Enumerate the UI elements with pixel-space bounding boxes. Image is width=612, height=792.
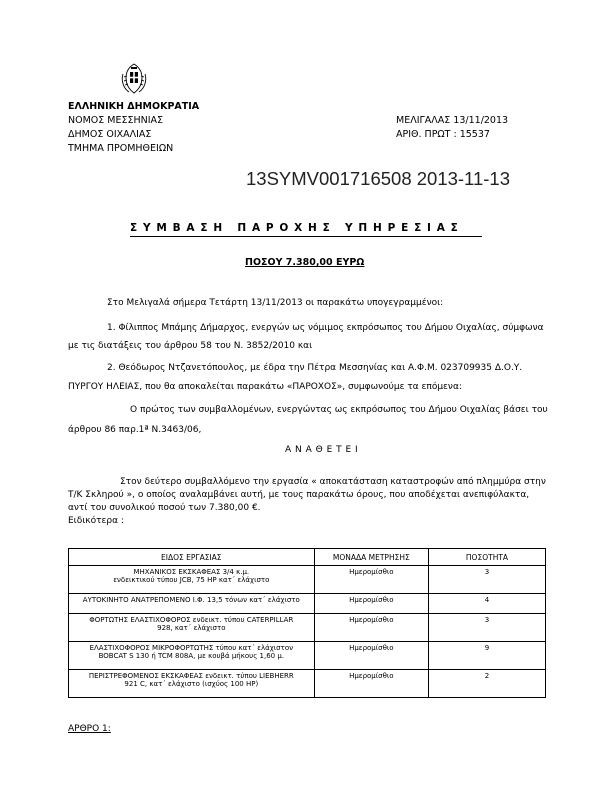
work-description: [69, 566, 315, 594]
work-unit: Ημερομίσθιο: [314, 670, 428, 698]
specifically-label: Ειδικότερα :: [68, 516, 124, 526]
work-desc-line-2: BOBCAT S 130 ή TCM 808A, με κουβά μήκους 1,60 μ.: [98, 652, 285, 660]
work-unit: Ημερομίσθιο: [314, 566, 428, 594]
mandate-line-1: Ο πρώτος των συμβαλλομένων, ενεργώντας ως εκπρόσωπος του Δήμου Οιχαλίας βάσει του: [130, 405, 548, 415]
work-desc-line-1: ΑΥΤΟΚΙΝΗΤΟ ΑΝΑΤΡΕΠΟΜΕΝΟ Ι.Φ. 13,5 τόνων κατ΄ ελάχιστο: [82, 596, 300, 604]
party-2-line-1: 2. Θεόδωρος Ντζανετόπουλος, με έδρα την Πέτρα Μεσσηνίας και Α.Φ.Μ. 023709935 Δ.Ο.Υ.: [107, 363, 523, 373]
work-quantity: 3: [428, 614, 545, 642]
work-unit: Ημερομίσθιο: [314, 642, 428, 670]
party-1-line-2: με τις διατάξεις του άρθρου 58 του Ν. 3852/2010 και: [68, 341, 313, 351]
table-row: [69, 594, 546, 614]
work-quantity: 3: [428, 566, 545, 594]
work-description: [69, 670, 315, 698]
work-description: [69, 614, 315, 642]
document-title: ΣΥΜΒΑΣΗ ΠΑΡΟΧΗΣ ΥΠΗΡΕΣΙΑΣ: [130, 222, 464, 234]
municipality-label: ΔΗΜΟΣ ΟΙΧΑΛΙΑΣ: [68, 129, 152, 140]
table-header-row: [69, 549, 546, 566]
work-desc-line-2: 928, κατ΄ ελάχιστο: [157, 624, 226, 632]
work-desc-line-2: ενδεικτικού τύπου JCB, 75 HP κατ΄ ελάχιστο: [113, 576, 270, 584]
party-1-line-1: 1. Φίλιππος Μπάμης Δήμαρχος, ενεργών ως νόμιμος εκπρόσωπος του Δήμου Οιχαλίας, σύμφωνα: [107, 323, 544, 333]
department-label: ΤΜΗΜΑ ΠΡΟΜΗΘΕΙΩΝ: [68, 143, 174, 154]
work-description: [69, 642, 315, 670]
work-unit: Ημερομίσθιο: [314, 594, 428, 614]
work-unit: Ημερομίσθιο: [314, 614, 428, 642]
works-table: [68, 548, 546, 698]
republic-heading: ΕΛΛΗΝΙΚΗ ΔΗΜΟΚΡΑΤΙΑ: [68, 101, 200, 112]
assigns-heading: Α Ν Α Θ Ε Τ Ε Ι: [285, 445, 359, 455]
mandate-line-2: άρθρου 86 παρ.1ª Ν.3463/06,: [68, 425, 202, 435]
work-desc-line-1: ΦΟΡΤΩΤΗΣ ΕΛΑΣΤΙΧΟΦΟΡΟΣ ενδεικτ. τύπου CATERPILLAR: [89, 616, 294, 624]
assignment-line-1: Στον δεύτερο συμβαλλόμενο την εργασία « αποκατάσταση καταστροφών από πλημμύρα στην: [120, 477, 546, 487]
place-date: ΜΕΛΙΓΑΛΑΣ 13/11/2013: [396, 115, 509, 126]
intro-text: Στο Μελιγαλά σήμερα Τετάρτη 13/11/2013 οι παρακάτω υπογεγραμμένοι:: [107, 298, 444, 308]
assignment-line-3: αντί του συνολικού ποσού των 7.380,00 €.: [68, 503, 261, 513]
work-desc-line-1: ΕΛΑΣΤΙΧΟΦΟΡΟΣ ΜΙΚΡΟΦΟΡΤΩΤΗΣ τύπου κατ΄ ελάχιστον: [89, 644, 294, 652]
title-underline: [130, 236, 482, 237]
table-row: [69, 642, 546, 670]
work-description: [69, 594, 315, 614]
ada-code: 13SYMV001716508 2013-11-13: [246, 168, 511, 189]
work-desc-line-1: ΠΕΡΙΣΤΡΕΦΟΜΕΝΟΣ ΕΚΣΚΑΦΕΑΣ ενδεικτ. τύπου LIEBHERR: [88, 672, 294, 680]
work-desc-line-2: 921 C, κατ΄ ελάχιστο (ισχύος 100 HP): [124, 680, 259, 688]
work-quantity: 4: [428, 594, 545, 614]
coat-of-arms-emblem: [120, 62, 148, 96]
party-2-line-2: ΠΥΡΓΟΥ ΗΛΕΙΑΣ, που θα αποκαλείται παρακάτω «ΠΑΡΟΧΟΣ», συμφωνούμε τα επόμενα:: [68, 382, 462, 392]
work-quantity: 9: [428, 642, 545, 670]
work-quantity: 2: [428, 670, 545, 698]
article-1-heading: ΑΡΘΡΟ 1:: [68, 724, 111, 734]
col-header-quantity: ΠΟΣΟΤΗΤΑ: [428, 549, 545, 566]
table-row: [69, 670, 546, 698]
prefecture-label: ΝΟΜΟΣ ΜΕΣΣΗΝΙΑΣ: [68, 115, 164, 126]
col-header-work-type: ΕΙΔΟΣ ΕΡΓΑΣΙΑΣ: [69, 549, 315, 566]
table-row: [69, 566, 546, 594]
table-row: [69, 614, 546, 642]
col-header-unit: ΜΟΝΑΔΑ ΜΕΤΡΗΣΗΣ: [314, 549, 428, 566]
contract-amount: ΠΟΣΟΥ 7.380,00 ΕΥΡΩ: [245, 257, 365, 268]
assignment-line-2: Τ/Κ Σκληρού », ο οποίος αναλαμβάνει αυτή, με τους παρακάτω όρους, που αποδέχεται ανεπιφύλακτα,: [68, 490, 530, 500]
work-desc-line-1: ΜΗΧΑΝΙΚΟΣ ΕΚΣΚΑΦΕΑΣ 3/4 κ.μ.: [133, 568, 250, 576]
protocol-number: ΑΡΙΘ. ΠΡΩΤ : 15537: [396, 129, 490, 140]
